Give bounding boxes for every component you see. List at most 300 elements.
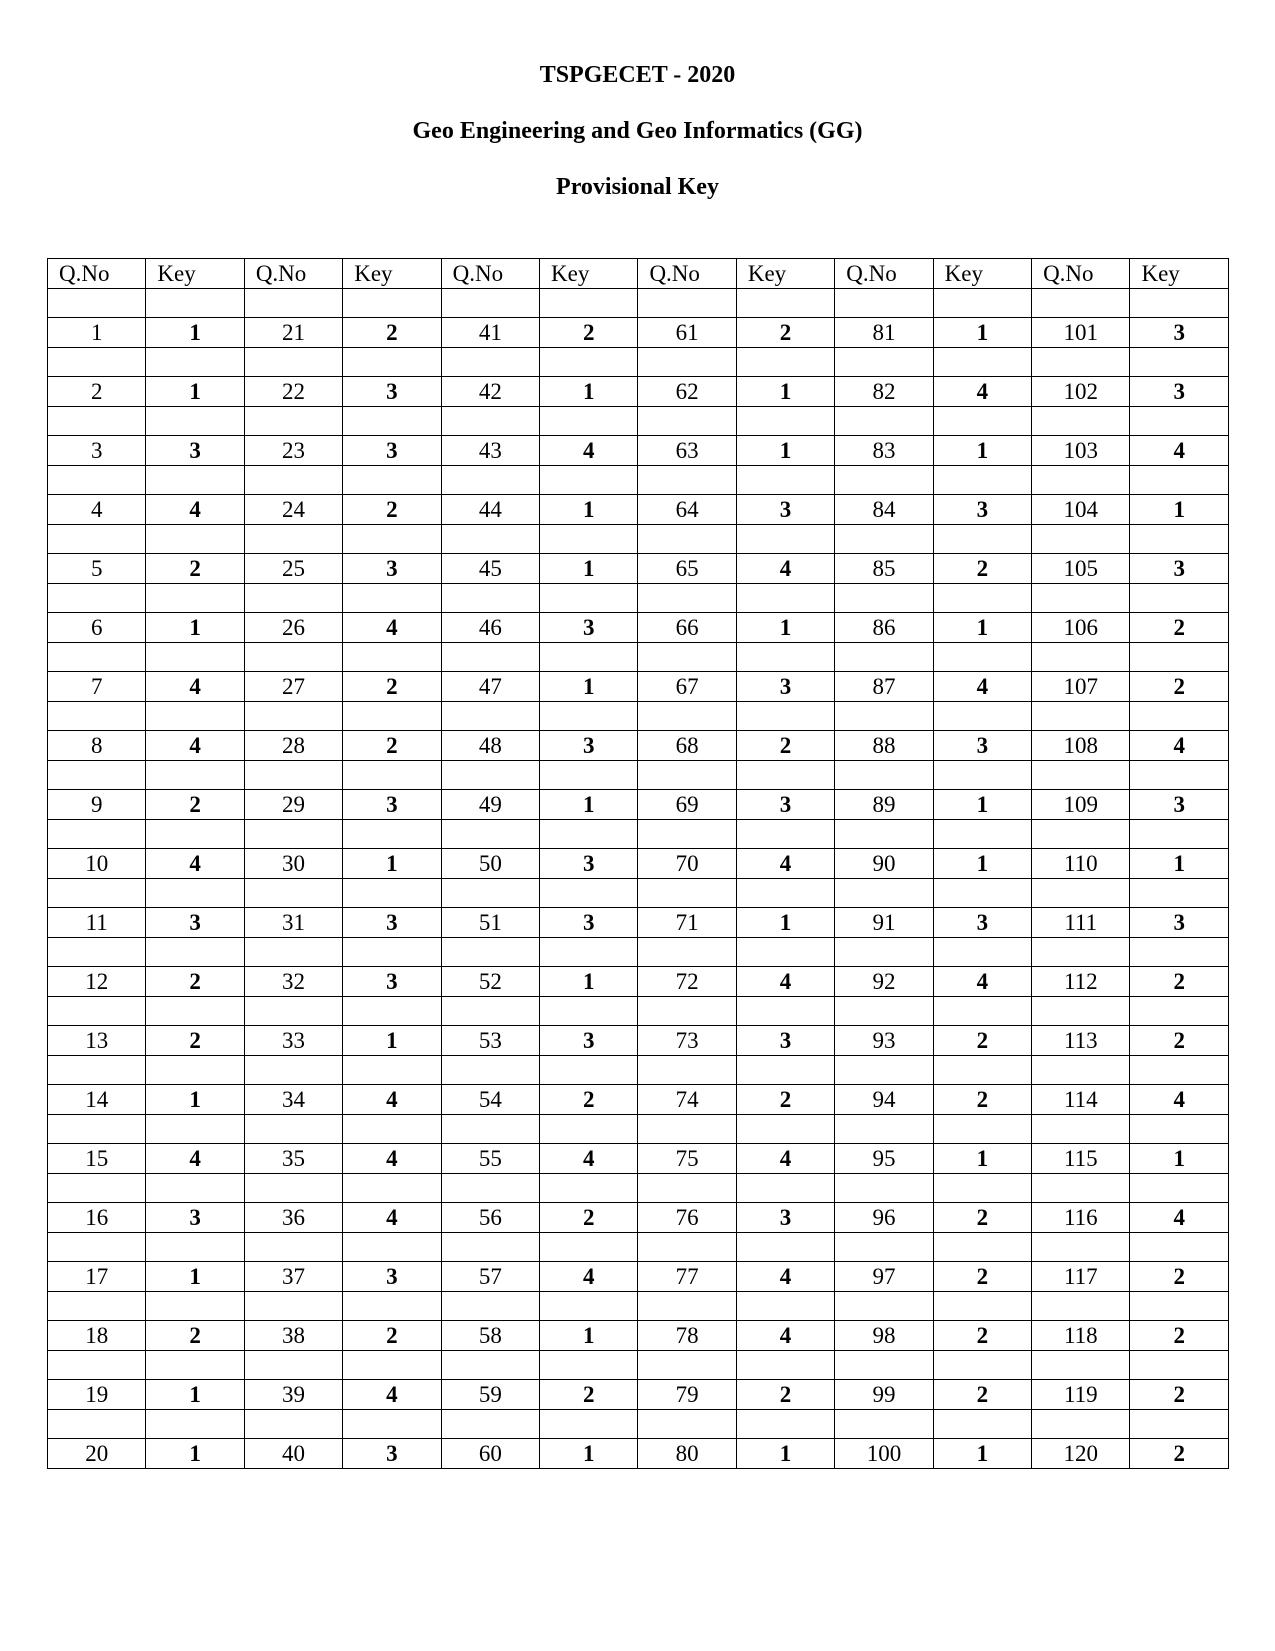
empty-cell xyxy=(933,1410,1031,1439)
empty-cell xyxy=(540,938,638,967)
empty-cell xyxy=(343,1056,441,1085)
empty-cell xyxy=(638,702,736,731)
empty-cell xyxy=(933,938,1031,967)
question-number-cell: 61 xyxy=(638,318,736,348)
question-number-cell: 85 xyxy=(835,554,933,584)
answer-key-cell: 4 xyxy=(1130,731,1229,761)
question-number-cell: 13 xyxy=(48,1026,146,1056)
empty-cell xyxy=(540,1410,638,1439)
answer-key-cell: 4 xyxy=(146,731,244,761)
empty-cell xyxy=(343,584,441,613)
question-number-cell: 30 xyxy=(244,849,342,879)
empty-cell xyxy=(736,702,834,731)
question-number-cell: 6 xyxy=(48,613,146,643)
answer-key-cell: 2 xyxy=(343,318,441,348)
answer-key-cell: 4 xyxy=(1130,1203,1229,1233)
answer-key-cell: 4 xyxy=(1130,436,1229,466)
question-number-cell: 46 xyxy=(441,613,539,643)
empty-cell xyxy=(441,761,539,790)
empty-cell xyxy=(540,997,638,1026)
question-number-cell: 49 xyxy=(441,790,539,820)
empty-cell xyxy=(244,1292,342,1321)
empty-cell xyxy=(835,643,933,672)
question-number-cell: 94 xyxy=(835,1085,933,1115)
answer-key-cell: 2 xyxy=(146,554,244,584)
empty-cell xyxy=(1032,466,1130,495)
question-number-cell: 39 xyxy=(244,1380,342,1410)
answer-key-cell: 1 xyxy=(933,1439,1031,1469)
exam-title: TSPGECET - 2020 xyxy=(539,62,736,88)
answer-key-cell: 4 xyxy=(736,849,834,879)
answer-key-cell: 3 xyxy=(540,908,638,938)
answer-key-cell: 3 xyxy=(343,967,441,997)
question-number-cell: 90 xyxy=(835,849,933,879)
empty-cell xyxy=(540,643,638,672)
answer-key-cell: 3 xyxy=(343,1439,441,1469)
answer-key-cell: 2 xyxy=(933,1380,1031,1410)
empty-cell xyxy=(540,1056,638,1085)
spacer-row xyxy=(48,466,1229,495)
question-number-cell: 42 xyxy=(441,377,539,407)
empty-cell xyxy=(48,289,146,318)
empty-cell xyxy=(736,407,834,436)
empty-cell xyxy=(1032,525,1130,554)
answer-key-cell: 2 xyxy=(1130,613,1229,643)
question-number-cell: 45 xyxy=(441,554,539,584)
answer-key-cell: 1 xyxy=(343,1026,441,1056)
answer-key-cell: 2 xyxy=(1130,1380,1229,1410)
empty-cell xyxy=(146,938,244,967)
question-number-cell: 48 xyxy=(441,731,539,761)
answer-key-cell: 1 xyxy=(736,1439,834,1469)
empty-cell xyxy=(736,997,834,1026)
answer-key-cell: 2 xyxy=(540,318,638,348)
empty-cell xyxy=(1130,702,1229,731)
empty-cell xyxy=(48,1410,146,1439)
question-number-cell: 99 xyxy=(835,1380,933,1410)
empty-cell xyxy=(638,1292,736,1321)
answer-key-cell: 1 xyxy=(1130,1144,1229,1174)
empty-cell xyxy=(638,584,736,613)
column-header: Key xyxy=(540,259,638,289)
empty-cell xyxy=(244,466,342,495)
empty-cell xyxy=(441,702,539,731)
answer-key-cell: 3 xyxy=(343,790,441,820)
empty-cell xyxy=(1130,820,1229,849)
question-number-cell: 25 xyxy=(244,554,342,584)
answer-key-cell: 3 xyxy=(1130,554,1229,584)
question-number-cell: 34 xyxy=(244,1085,342,1115)
empty-cell xyxy=(933,1233,1031,1262)
answer-key-cell: 4 xyxy=(736,554,834,584)
answer-key-cell: 3 xyxy=(736,1203,834,1233)
table-row xyxy=(48,849,1229,879)
answer-key-cell: 3 xyxy=(933,495,1031,525)
empty-cell xyxy=(736,584,834,613)
question-number-cell: 74 xyxy=(638,1085,736,1115)
empty-cell xyxy=(48,643,146,672)
answer-key-cell: 1 xyxy=(736,908,834,938)
table-row xyxy=(48,1380,1229,1410)
empty-cell xyxy=(835,938,933,967)
spacer-row xyxy=(48,1174,1229,1203)
answer-key-cell: 4 xyxy=(540,1262,638,1292)
answer-key-cell: 2 xyxy=(146,967,244,997)
empty-cell xyxy=(48,761,146,790)
empty-cell xyxy=(1032,997,1130,1026)
answer-key-cell: 4 xyxy=(146,849,244,879)
question-number-cell: 70 xyxy=(638,849,736,879)
empty-cell xyxy=(1130,938,1229,967)
question-number-cell: 47 xyxy=(441,672,539,702)
empty-cell xyxy=(146,525,244,554)
empty-cell xyxy=(540,466,638,495)
empty-cell xyxy=(48,1115,146,1144)
empty-cell xyxy=(638,1174,736,1203)
question-number-cell: 88 xyxy=(835,731,933,761)
question-number-cell: 63 xyxy=(638,436,736,466)
answer-key-cell: 3 xyxy=(343,908,441,938)
empty-cell xyxy=(1130,525,1229,554)
question-number-cell: 102 xyxy=(1032,377,1130,407)
empty-cell xyxy=(638,407,736,436)
question-number-cell: 7 xyxy=(48,672,146,702)
empty-cell xyxy=(441,1351,539,1380)
question-number-cell: 83 xyxy=(835,436,933,466)
question-number-cell: 35 xyxy=(244,1144,342,1174)
empty-cell xyxy=(343,525,441,554)
question-number-cell: 84 xyxy=(835,495,933,525)
empty-cell xyxy=(1130,1115,1229,1144)
table-row xyxy=(48,554,1229,584)
question-number-cell: 103 xyxy=(1032,436,1130,466)
empty-cell xyxy=(933,525,1031,554)
empty-cell xyxy=(933,702,1031,731)
table-row xyxy=(48,613,1229,643)
empty-cell xyxy=(48,938,146,967)
empty-cell xyxy=(1130,761,1229,790)
question-number-cell: 37 xyxy=(244,1262,342,1292)
empty-cell xyxy=(1130,879,1229,908)
empty-cell xyxy=(146,820,244,849)
question-number-cell: 64 xyxy=(638,495,736,525)
empty-cell xyxy=(1032,584,1130,613)
question-number-cell: 1 xyxy=(48,318,146,348)
empty-cell xyxy=(441,466,539,495)
table-row xyxy=(48,790,1229,820)
table-row xyxy=(48,967,1229,997)
answer-key-cell: 1 xyxy=(1130,849,1229,879)
answer-key-cell: 3 xyxy=(540,613,638,643)
empty-cell xyxy=(48,879,146,908)
empty-cell xyxy=(835,466,933,495)
empty-cell xyxy=(244,761,342,790)
answer-key-cell: 1 xyxy=(146,318,244,348)
empty-cell xyxy=(244,997,342,1026)
spacer-row xyxy=(48,761,1229,790)
empty-cell xyxy=(638,1056,736,1085)
empty-cell xyxy=(343,1410,441,1439)
table-row xyxy=(48,1026,1229,1056)
empty-cell xyxy=(835,525,933,554)
table-row xyxy=(48,377,1229,407)
empty-cell xyxy=(736,1351,834,1380)
answer-key-cell: 2 xyxy=(146,790,244,820)
question-number-cell: 87 xyxy=(835,672,933,702)
question-number-cell: 91 xyxy=(835,908,933,938)
empty-cell xyxy=(146,348,244,377)
question-number-cell: 16 xyxy=(48,1203,146,1233)
table-row xyxy=(48,731,1229,761)
empty-cell xyxy=(1032,1174,1130,1203)
empty-cell xyxy=(933,879,1031,908)
empty-cell xyxy=(48,1351,146,1380)
empty-cell xyxy=(1130,466,1229,495)
empty-cell xyxy=(146,761,244,790)
empty-cell xyxy=(835,1056,933,1085)
empty-cell xyxy=(48,407,146,436)
question-number-cell: 59 xyxy=(441,1380,539,1410)
empty-cell xyxy=(736,1174,834,1203)
empty-cell xyxy=(1130,1410,1229,1439)
spacer-row xyxy=(48,1351,1229,1380)
empty-cell xyxy=(343,1233,441,1262)
empty-cell xyxy=(835,1292,933,1321)
empty-cell xyxy=(1032,761,1130,790)
empty-cell xyxy=(244,348,342,377)
empty-cell xyxy=(638,879,736,908)
answer-key-cell: 1 xyxy=(540,554,638,584)
empty-cell xyxy=(835,1351,933,1380)
spacer-row xyxy=(48,1410,1229,1439)
empty-cell xyxy=(441,289,539,318)
empty-cell xyxy=(638,466,736,495)
table-row xyxy=(48,318,1229,348)
question-number-cell: 86 xyxy=(835,613,933,643)
table-header-row xyxy=(48,259,1229,289)
question-number-cell: 93 xyxy=(835,1026,933,1056)
empty-cell xyxy=(933,820,1031,849)
empty-cell xyxy=(933,584,1031,613)
empty-cell xyxy=(146,879,244,908)
table-row xyxy=(48,1321,1229,1351)
answer-key-cell: 2 xyxy=(933,1262,1031,1292)
question-number-cell: 12 xyxy=(48,967,146,997)
table-row xyxy=(48,1262,1229,1292)
question-number-cell: 8 xyxy=(48,731,146,761)
question-number-cell: 101 xyxy=(1032,318,1130,348)
question-number-cell: 27 xyxy=(244,672,342,702)
question-number-cell: 65 xyxy=(638,554,736,584)
empty-cell xyxy=(835,702,933,731)
question-number-cell: 77 xyxy=(638,1262,736,1292)
empty-cell xyxy=(540,820,638,849)
answer-key-cell: 4 xyxy=(343,1085,441,1115)
answer-key-body xyxy=(48,259,1229,1469)
question-number-cell: 106 xyxy=(1032,613,1130,643)
answer-key-cell: 3 xyxy=(146,1203,244,1233)
empty-cell xyxy=(835,407,933,436)
table-row xyxy=(48,1144,1229,1174)
question-number-cell: 97 xyxy=(835,1262,933,1292)
empty-cell xyxy=(48,348,146,377)
question-number-cell: 54 xyxy=(441,1085,539,1115)
answer-key-cell: 2 xyxy=(1130,1026,1229,1056)
empty-cell xyxy=(244,1174,342,1203)
empty-cell xyxy=(540,1351,638,1380)
question-number-cell: 82 xyxy=(835,377,933,407)
answer-key-cell: 1 xyxy=(736,436,834,466)
answer-key-cell: 2 xyxy=(1130,1321,1229,1351)
answer-key-cell: 1 xyxy=(540,377,638,407)
question-number-cell: 14 xyxy=(48,1085,146,1115)
question-number-cell: 71 xyxy=(638,908,736,938)
answer-key-cell: 2 xyxy=(146,1321,244,1351)
empty-cell xyxy=(441,643,539,672)
question-number-cell: 119 xyxy=(1032,1380,1130,1410)
question-number-cell: 100 xyxy=(835,1439,933,1469)
empty-cell xyxy=(540,1174,638,1203)
empty-cell xyxy=(835,1233,933,1262)
empty-cell xyxy=(1130,407,1229,436)
empty-cell xyxy=(933,1056,1031,1085)
empty-cell xyxy=(441,1115,539,1144)
empty-cell xyxy=(441,525,539,554)
empty-cell xyxy=(48,466,146,495)
question-number-cell: 116 xyxy=(1032,1203,1130,1233)
empty-cell xyxy=(48,1174,146,1203)
empty-cell xyxy=(933,289,1031,318)
empty-cell xyxy=(146,289,244,318)
answer-key-cell: 3 xyxy=(540,849,638,879)
empty-cell xyxy=(835,1174,933,1203)
question-number-cell: 113 xyxy=(1032,1026,1130,1056)
empty-cell xyxy=(736,643,834,672)
answer-key-cell: 1 xyxy=(933,436,1031,466)
table-row xyxy=(48,1085,1229,1115)
empty-cell xyxy=(1032,348,1130,377)
empty-cell xyxy=(146,1056,244,1085)
table-row xyxy=(48,672,1229,702)
column-header: Key xyxy=(343,259,441,289)
question-number-cell: 62 xyxy=(638,377,736,407)
question-number-cell: 120 xyxy=(1032,1439,1130,1469)
empty-cell xyxy=(638,997,736,1026)
empty-cell xyxy=(146,1410,244,1439)
empty-cell xyxy=(343,1292,441,1321)
question-number-cell: 79 xyxy=(638,1380,736,1410)
empty-cell xyxy=(638,1410,736,1439)
column-header: Q.No xyxy=(1032,259,1130,289)
question-number-cell: 22 xyxy=(244,377,342,407)
question-number-cell: 44 xyxy=(441,495,539,525)
empty-cell xyxy=(736,348,834,377)
empty-cell xyxy=(48,1292,146,1321)
empty-cell xyxy=(1130,1056,1229,1085)
question-number-cell: 78 xyxy=(638,1321,736,1351)
question-number-cell: 95 xyxy=(835,1144,933,1174)
answer-key-cell: 2 xyxy=(1130,672,1229,702)
empty-cell xyxy=(933,761,1031,790)
empty-cell xyxy=(835,761,933,790)
empty-cell xyxy=(441,407,539,436)
answer-key-cell: 1 xyxy=(146,377,244,407)
question-number-cell: 17 xyxy=(48,1262,146,1292)
question-number-cell: 10 xyxy=(48,849,146,879)
question-number-cell: 67 xyxy=(638,672,736,702)
empty-cell xyxy=(441,938,539,967)
empty-cell xyxy=(441,584,539,613)
question-number-cell: 21 xyxy=(244,318,342,348)
empty-cell xyxy=(540,289,638,318)
question-number-cell: 55 xyxy=(441,1144,539,1174)
question-number-cell: 9 xyxy=(48,790,146,820)
empty-cell xyxy=(244,643,342,672)
answer-key-cell: 1 xyxy=(933,318,1031,348)
empty-cell xyxy=(736,1233,834,1262)
question-number-cell: 24 xyxy=(244,495,342,525)
empty-cell xyxy=(736,289,834,318)
answer-key-cell: 4 xyxy=(933,967,1031,997)
empty-cell xyxy=(48,1056,146,1085)
empty-cell xyxy=(540,702,638,731)
column-header: Q.No xyxy=(638,259,736,289)
empty-cell xyxy=(1032,1115,1130,1144)
empty-cell xyxy=(933,1174,1031,1203)
question-number-cell: 81 xyxy=(835,318,933,348)
empty-cell xyxy=(244,1233,342,1262)
question-number-cell: 32 xyxy=(244,967,342,997)
answer-key-cell: 2 xyxy=(933,1321,1031,1351)
table-row xyxy=(48,495,1229,525)
answer-key-cell: 3 xyxy=(933,908,1031,938)
spacer-row xyxy=(48,997,1229,1026)
empty-cell xyxy=(146,702,244,731)
spacer-row xyxy=(48,289,1229,318)
answer-key-cell: 4 xyxy=(343,613,441,643)
question-number-cell: 33 xyxy=(244,1026,342,1056)
empty-cell xyxy=(244,1115,342,1144)
empty-cell xyxy=(1032,643,1130,672)
empty-cell xyxy=(736,525,834,554)
empty-cell xyxy=(933,348,1031,377)
empty-cell xyxy=(1032,1233,1130,1262)
spacer-row xyxy=(48,1292,1229,1321)
answer-key-cell: 1 xyxy=(540,967,638,997)
question-number-cell: 29 xyxy=(244,790,342,820)
empty-cell xyxy=(540,348,638,377)
empty-cell xyxy=(1130,289,1229,318)
empty-cell xyxy=(1032,1056,1130,1085)
empty-cell xyxy=(146,466,244,495)
empty-cell xyxy=(244,584,342,613)
question-number-cell: 118 xyxy=(1032,1321,1130,1351)
empty-cell xyxy=(48,584,146,613)
empty-cell xyxy=(1032,289,1130,318)
empty-cell xyxy=(343,1351,441,1380)
empty-cell xyxy=(1130,348,1229,377)
answer-key-cell: 3 xyxy=(343,1262,441,1292)
empty-cell xyxy=(1130,1292,1229,1321)
spacer-row xyxy=(48,643,1229,672)
question-number-cell: 72 xyxy=(638,967,736,997)
empty-cell xyxy=(1032,702,1130,731)
empty-cell xyxy=(638,348,736,377)
empty-cell xyxy=(835,1410,933,1439)
answer-key-cell: 3 xyxy=(1130,790,1229,820)
answer-key-cell: 2 xyxy=(933,1085,1031,1115)
question-number-cell: 112 xyxy=(1032,967,1130,997)
